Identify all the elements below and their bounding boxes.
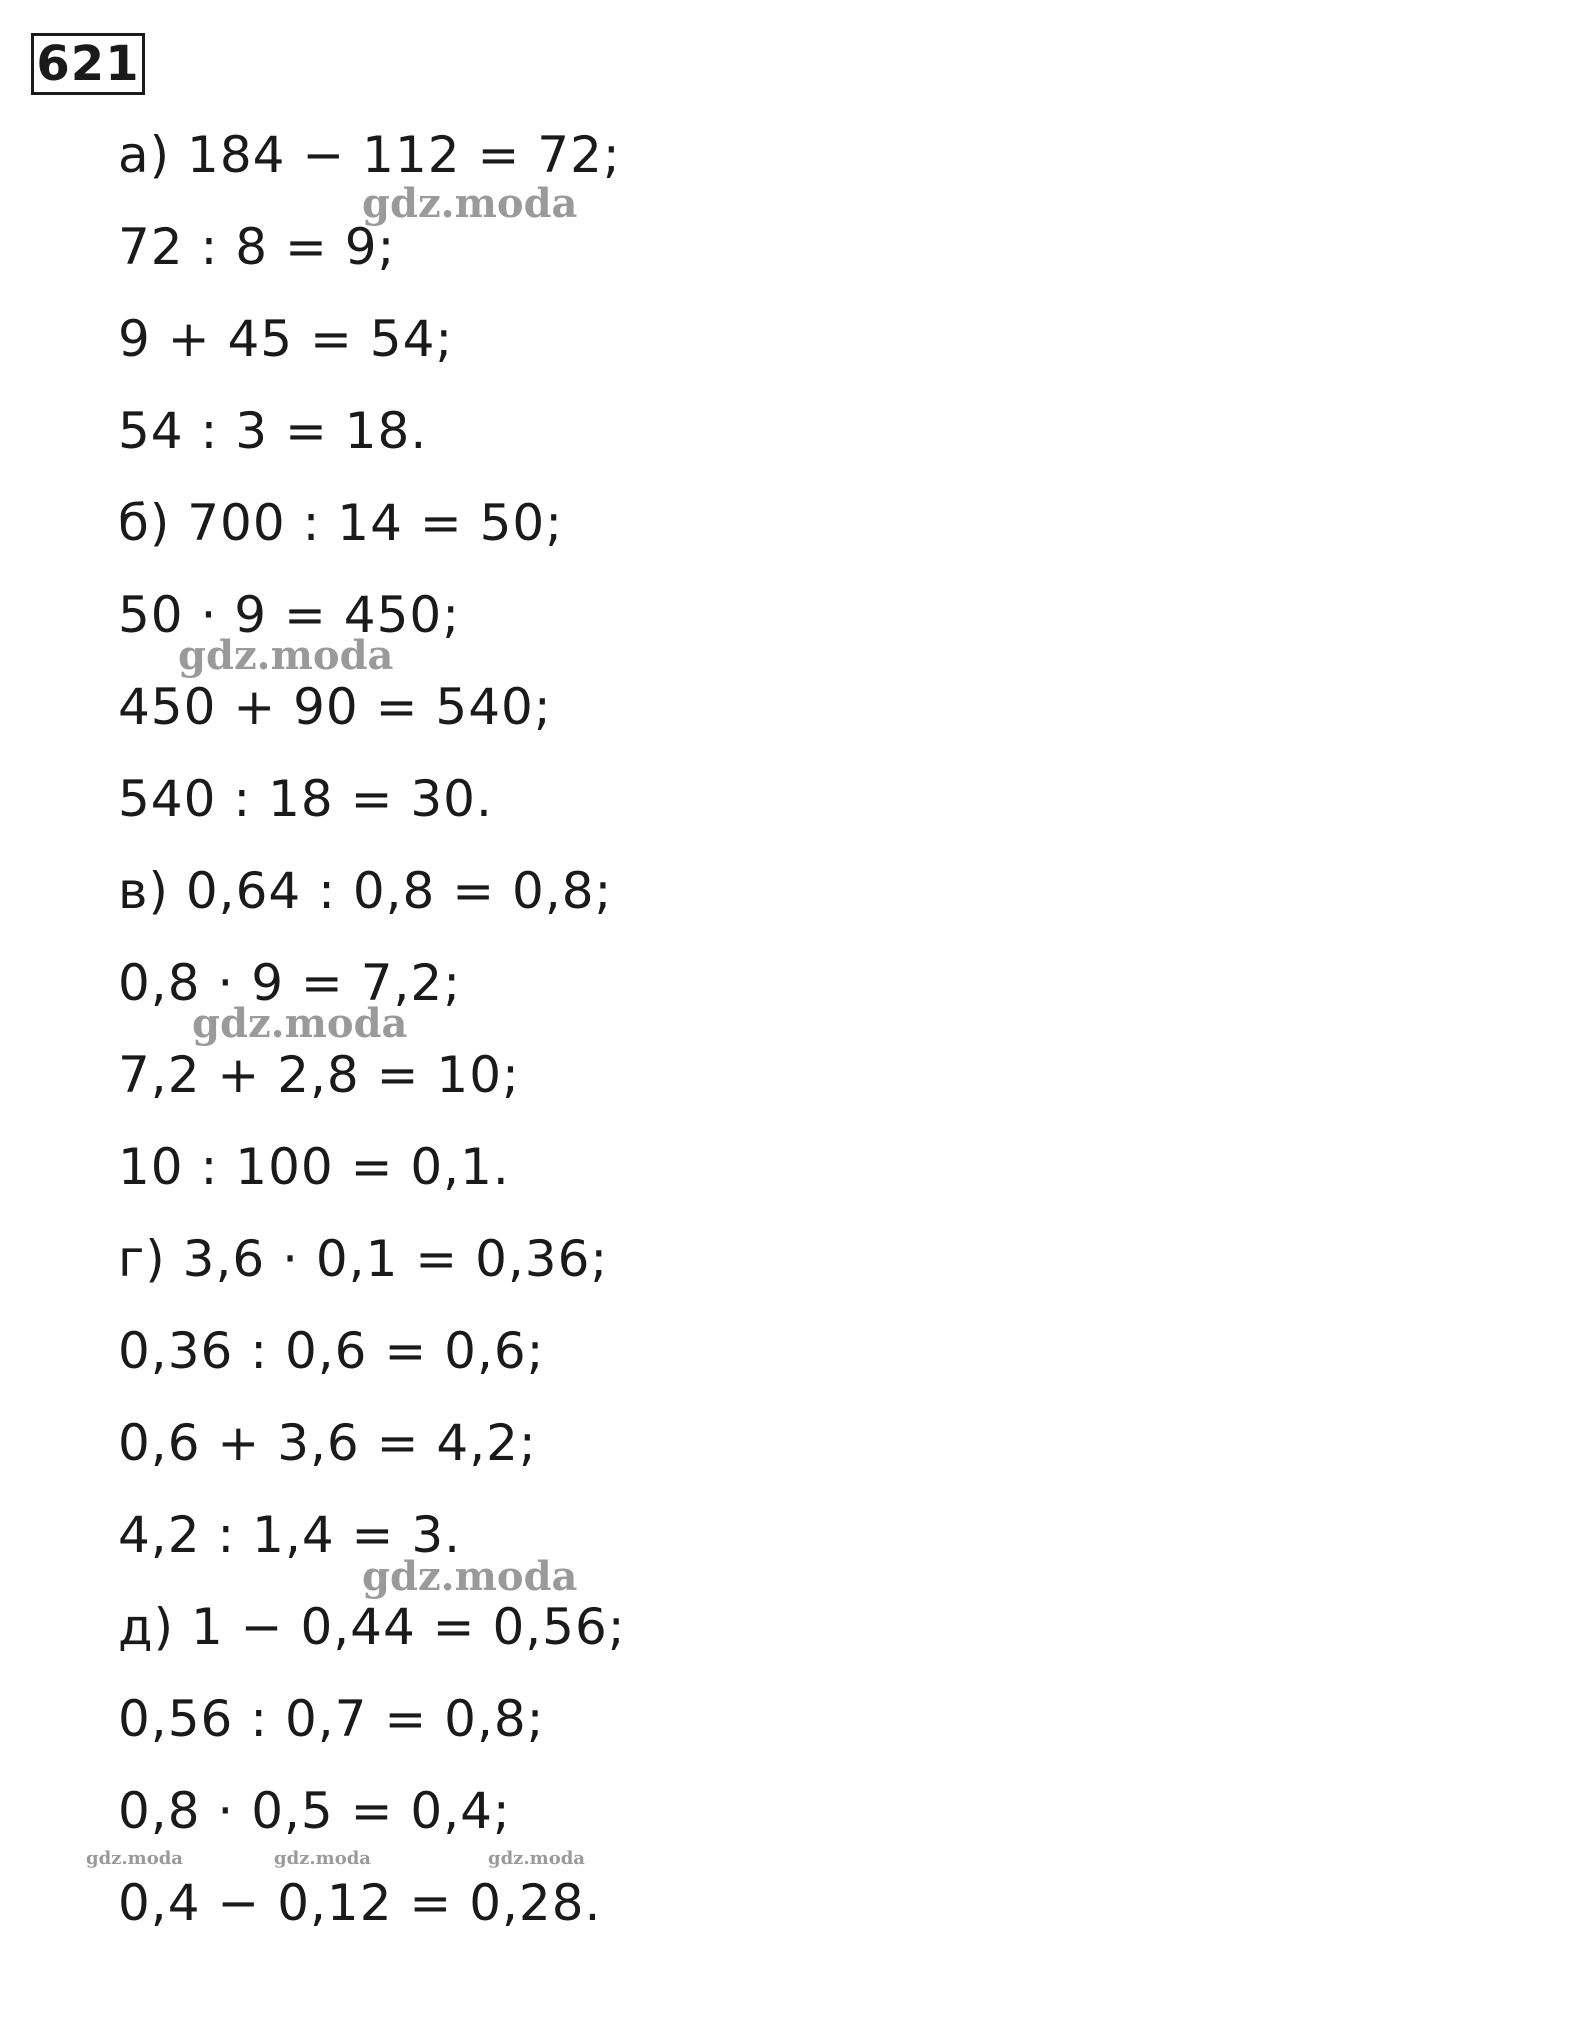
solution-line: в) 0,64 : 0,8 = 0,8; <box>118 862 613 920</box>
solution-line: 50 · 9 = 450; <box>118 586 461 644</box>
watermark: gdz.moda <box>362 1553 578 1600</box>
solution-line: г) 3,6 · 0,1 = 0,36; <box>118 1230 609 1288</box>
watermark: gdz.moda <box>362 180 578 227</box>
solution-line: 0,6 + 3,6 = 4,2; <box>118 1414 537 1472</box>
solution-line: 4,2 : 1,4 = 3. <box>118 1506 462 1564</box>
solution-line: 0,8 · 9 = 7,2; <box>118 954 462 1012</box>
solution-line: 7,2 + 2,8 = 10; <box>118 1046 520 1104</box>
solution-line: 0,8 · 0,5 = 0,4; <box>118 1782 511 1840</box>
solution-line: 72 : 8 = 9; <box>118 218 396 276</box>
solution-line: 9 + 45 = 54; <box>118 310 454 368</box>
watermark: gdz.moda <box>488 1848 585 1869</box>
watermark: gdz.moda <box>86 1848 183 1869</box>
watermark: gdz.moda <box>274 1848 371 1869</box>
solution-line: б) 700 : 14 = 50; <box>118 494 564 552</box>
solution-line: 450 + 90 = 540; <box>118 678 552 736</box>
solution-line: 10 : 100 = 0,1. <box>118 1138 510 1196</box>
solution-line: 0,4 − 0,12 = 0,28. <box>118 1874 602 1932</box>
solution-line: а) 184 − 112 = 72; <box>118 126 621 184</box>
solution-line: д) 1 − 0,44 = 0,56; <box>118 1598 626 1656</box>
problem-number: 621 <box>31 33 145 95</box>
watermark: gdz.moda <box>192 1000 408 1047</box>
solution-line: 0,36 : 0,6 = 0,6; <box>118 1322 545 1380</box>
solution-line: 540 : 18 = 30. <box>118 770 493 828</box>
solution-line: 0,56 : 0,7 = 0,8; <box>118 1690 545 1748</box>
watermark: gdz.moda <box>178 632 394 679</box>
solution-line: 54 : 3 = 18. <box>118 402 428 460</box>
